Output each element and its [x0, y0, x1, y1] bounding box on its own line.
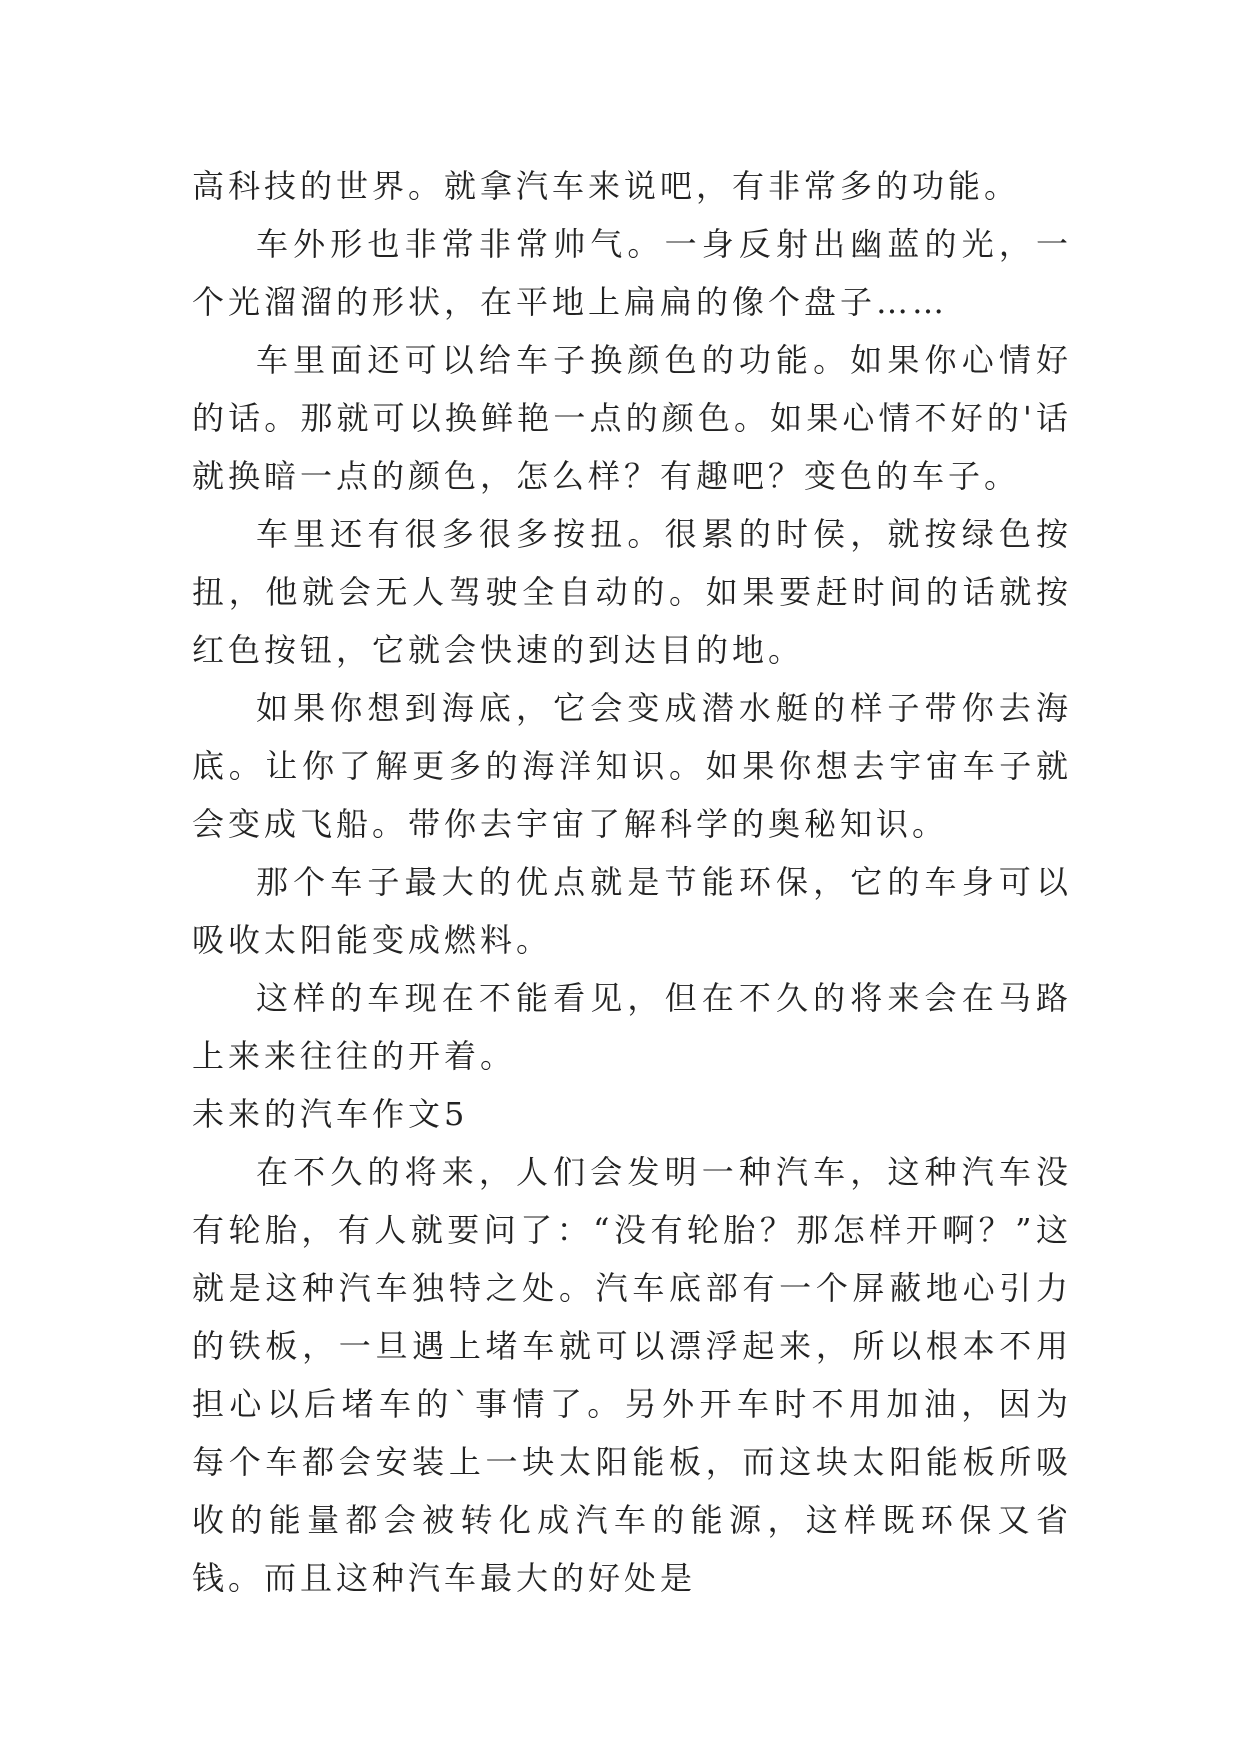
document-page	[192, 157, 1072, 1607]
paragraph: 车里面还可以给车子换颜色的功能。如果你心情好的话。那就可以换鲜艳一点的颜色。如果心情不好的'话就换暗一点的颜色，怎么样？有趣吧？变色的车子。	[192, 341, 1072, 495]
paragraph: 高科技的世界。就拿汽车来说吧，有非常多的功能。	[192, 167, 1021, 205]
paragraph: 车外形也非常非常帅气。一身反射出幽蓝的光，一个光溜溜的形状，在平地上扁扁的像个盘子……	[192, 225, 1072, 321]
paragraph: 那个车子最大的优点就是节能环保，它的车身可以吸收太阳能变成燃料。	[192, 863, 1072, 959]
paragraph: 这样的车现在不能看见，但在不久的将来会在马路上来来往往的开着。	[192, 979, 1072, 1075]
paragraph: 在不久的将来，人们会发明一种汽车，这种汽车没有轮胎，有人就要问了：“没有轮胎？那怎样开啊？”这就是这种汽车独特之处。汽车底部有一个屏蔽地心引力的铁板，一旦遇上堵车就可以漂浮起来，所以根本不用担心以后堵车的`事情了。另外开车时不用加油，因为每个车都会安装上一块太阳能板，而这块太阳能板所吸收的能量都会被转化成汽车的能源，这样既环保又省钱。而且这种汽车最大的好处是	[192, 1153, 1072, 1597]
paragraph: 车里还有很多很多按扭。很累的时侯，就按绿色按扭，他就会无人驾驶全自动的。如果要赶时间的话就按红色按钮，它就会快速的到达目的地。	[192, 515, 1072, 669]
paragraph: 如果你想到海底，它会变成潜水艇的样子带你去海底。让你了解更多的海洋知识。如果你想去宇宙车子就会变成飞船。带你去宇宙了解科学的奥秘知识。	[192, 689, 1072, 843]
section-heading: 未来的汽车作文5	[192, 1095, 469, 1133]
